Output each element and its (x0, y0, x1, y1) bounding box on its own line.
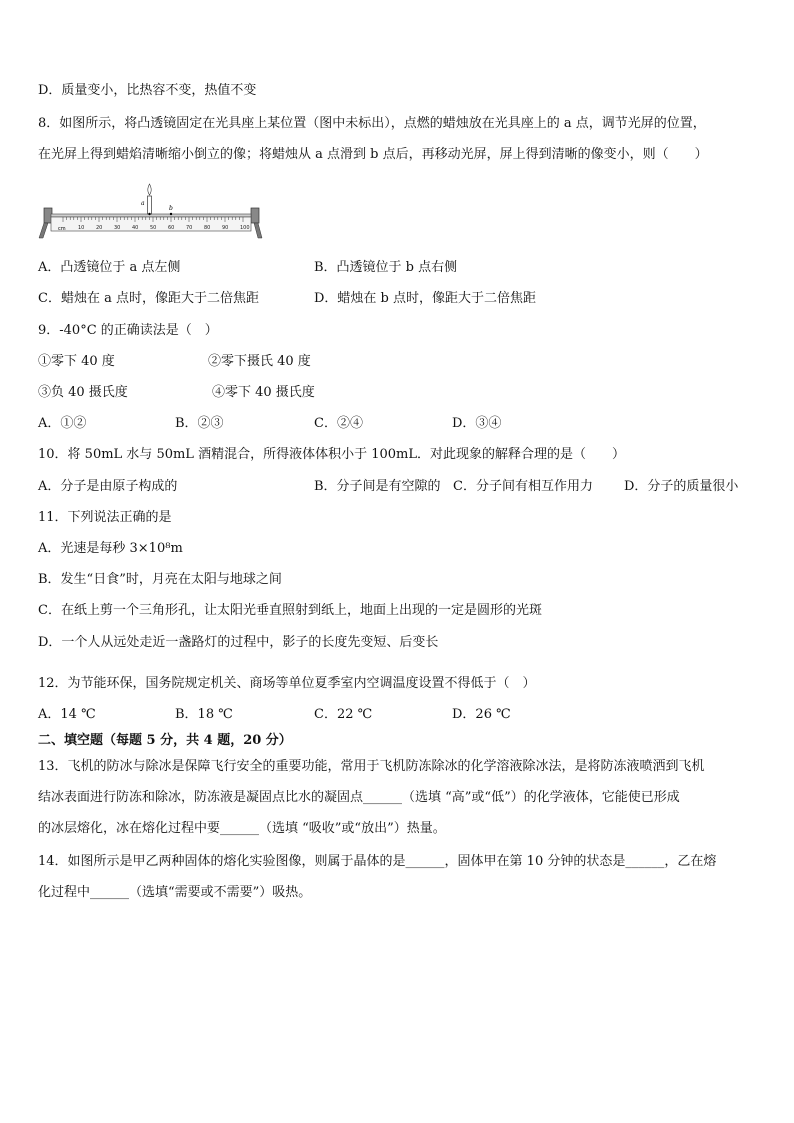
left-leg (39, 223, 48, 238)
q11-option-c: C．在纸上剪一个三角形孔，让太阳光垂直照射到纸上，地面上出现的一定是圆形的光斑 (38, 603, 542, 618)
q14-line2: 化过程中______（选填“需要或不需要”）吸热。 (38, 885, 312, 900)
q13-line2: 结冰表面进行防冻和除冰，防冻液是凝固点比水的凝固点______（选填 “高”或“低”）的化学液体，它能使已形成 (38, 790, 680, 805)
q12-option-b: B．18 ℃ (175, 707, 233, 722)
point-b-label: b (169, 205, 173, 212)
unit-label: cm (58, 226, 66, 232)
q11-option-a: A．光速是每秒 3×10⁸m (38, 541, 183, 556)
q10-option-d: D．分子的质量很小 (624, 479, 739, 494)
scale-tick-label: 20 (96, 225, 103, 231)
q11-option-d: D．一个人从远处走近一盏路灯的过程中，影子的长度先变短、后变长 (38, 635, 439, 650)
scale-tick-label: 90 (222, 225, 229, 231)
point-b-dot (170, 213, 172, 215)
q8-option-d: D．蜡烛在 b 点时，像距大于二倍焦距 (314, 291, 537, 306)
point-a-label: a (141, 200, 145, 207)
q11-option-b: B．发生“日食”时，月亮在太阳与地球之间 (38, 572, 282, 587)
scale-tick-label: 70 (186, 225, 193, 231)
q9-option-d: D．③④ (452, 416, 502, 431)
q8-option-b: B．凸透镜位于 b 点右侧 (314, 260, 458, 275)
q10-option-b: B．分子间是有空隙的 (314, 479, 441, 494)
scale-tick-label: 100 (240, 225, 250, 231)
q8-option-c: C．蜡烛在 a 点时，像距大于二倍焦距 (38, 291, 259, 306)
q9-option-c: C．②④ (314, 416, 363, 431)
right-support (251, 208, 259, 223)
scale-tick-label: 80 (204, 225, 211, 231)
q13-line3: 的冰层熔化，冰在熔化过程中要______（选填 “吸收”或“放出”）热量。 (38, 821, 446, 836)
q8-stem-line1: 8．如图所示，将凸透镜固定在光具座上某位置（图中未标出），点燃的蜡烛放在光具座上的 a 点，调节光屏的位置， (38, 116, 706, 131)
candle-flame-icon (148, 184, 151, 195)
scale-tick-label: 10 (78, 225, 85, 231)
q13-line1: 13．飞机的防冰与除冰是保障飞行安全的重要功能，常用于飞机防冻除冰的化学溶液除冰法，是将防冻液喷洒到飞机 (38, 759, 705, 774)
q9-stem: 9．-40°C 的正确读法是（ ） (38, 323, 218, 338)
q10-option-c: C．分子间有相互作用力 (453, 479, 593, 494)
q8-option-a: A．凸透镜位于 a 点左侧 (38, 260, 181, 275)
rail-top (51, 214, 251, 217)
q9-choice-3: ③负 40 摄氏度 (38, 385, 128, 400)
prev-option-d: D．质量变小，比热容不变，热值不变 (38, 83, 257, 98)
q11-stem: 11．下列说法正确的是 (38, 510, 172, 525)
point-a-dot (148, 213, 150, 215)
q9-option-a: A．①② (38, 416, 87, 431)
candle (148, 196, 152, 214)
q9-choice-4: ④零下 40 摄氏度 (212, 385, 315, 400)
q14-line1: 14．如图所示是甲乙两种固体的熔化实验图像，则属于晶体的是______，固体甲在第 10 分钟的状态是______，乙在熔 (38, 854, 717, 869)
q10-stem: 10．将 50mL 水与 50mL 酒精混合，所得液体体积小于 100mL．对此现象的解释合理的是（ ） (38, 447, 625, 462)
q10-option-a: A．分子是由原子构成的 (38, 479, 178, 494)
q12-option-c: C．22 ℃ (314, 707, 373, 722)
q12-option-d: D．26 ℃ (452, 707, 511, 722)
scale-tick-label: 60 (168, 225, 175, 231)
q9-choice-1: ①零下 40 度 (38, 354, 115, 369)
optical-bench-figure (38, 178, 263, 240)
q9-choice-2: ②零下摄氏 40 度 (208, 354, 311, 369)
section-heading-fill-in: 二、填空题（每题 5 分，共 4 题，20 分） (38, 733, 292, 748)
q9-option-b: B．②③ (175, 416, 224, 431)
q12-stem: 12．为节能环保，国务院规定机关、商场等单位夏季室内空调温度设置不得低于（ ） (38, 676, 536, 691)
q8-stem-line2: 在光屏上得到蜡焰清晰缩小倒立的像；将蜡烛从 a 点滑到 b 点后，再移动光屏，屏上得到清晰的像变小，则（ ） (38, 147, 708, 162)
scale-tick-label: 40 (132, 225, 139, 231)
right-leg (254, 223, 262, 238)
scale-tick-label: 50 (150, 225, 157, 231)
q12-option-a: A．14 ℃ (38, 707, 96, 722)
scale-tick-label: 30 (114, 225, 121, 231)
